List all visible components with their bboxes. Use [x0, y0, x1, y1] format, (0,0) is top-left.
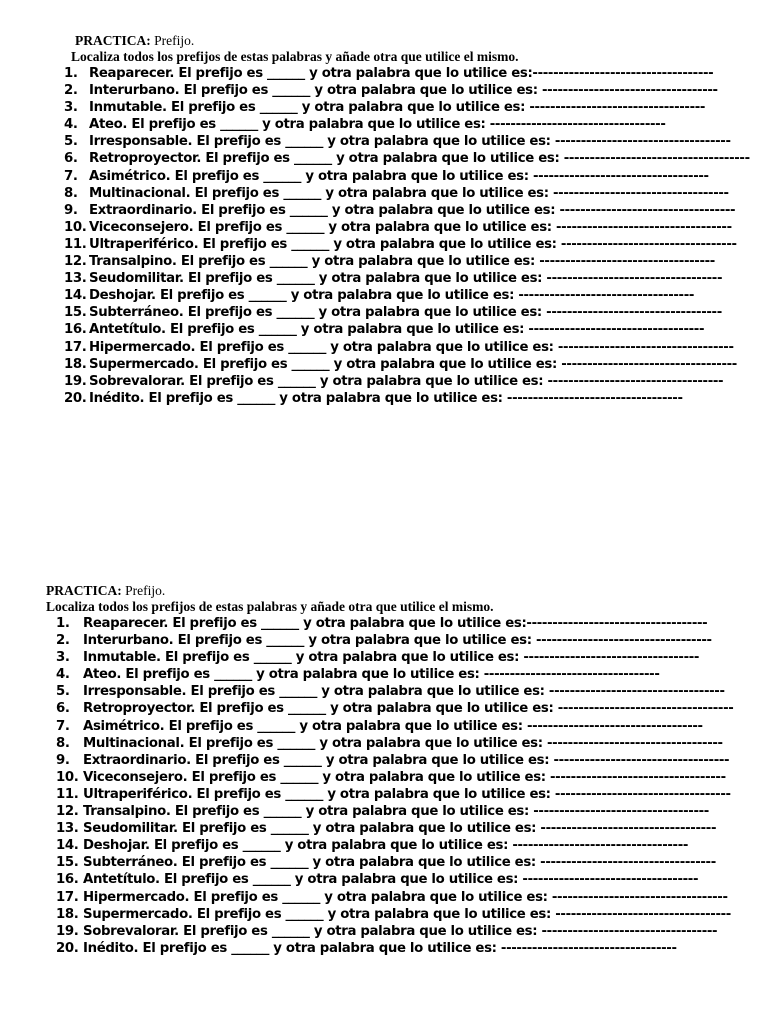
item-word: Retroproyector. — [83, 701, 196, 717]
exercise-item — [0, 150, 768, 167]
item-prompt: El prefijo es ______ y otra palabra que lo utilice es: ---------------------------------- — [190, 752, 730, 768]
item-prompt: El prefijo es ______ y otra palabra que lo utilice es: ---------------------------------- — [183, 305, 722, 321]
item-word: Interurbano. — [89, 83, 180, 99]
item-number: 15. — [64, 305, 87, 321]
exercise-item — [0, 632, 768, 649]
item-number: 18. — [64, 356, 87, 372]
exercise-item — [0, 270, 768, 287]
item-number: 14. — [56, 838, 79, 854]
item-word: Hipermercado. — [89, 339, 196, 355]
exercise-item — [0, 168, 768, 185]
item-number: 17. — [56, 889, 79, 905]
exercise-item — [0, 356, 768, 373]
item-number: 20. — [64, 390, 87, 406]
item-number: 6. — [64, 151, 78, 167]
exercise-item — [0, 854, 768, 871]
item-word: Transalpino. — [89, 254, 177, 270]
exercise-item — [0, 304, 768, 321]
item-word: Hipermercado. — [83, 889, 190, 905]
item-prompt: El prefijo es ______ y otra palabra que lo utilice es: ---------------------------------- — [192, 786, 731, 802]
exercise-item — [0, 390, 768, 407]
item-prompt: El prefijo es ______ y otra palabra que lo utilice es: ---------------------------------- — [195, 339, 734, 355]
exercise-item — [0, 116, 768, 133]
exercise-item — [0, 683, 768, 700]
item-number: 12. — [64, 254, 87, 270]
item-word: Deshojar. — [83, 838, 150, 854]
item-prompt: El prefijo es ______ y otra palabra que lo utilice es: ---------------------------------- — [184, 373, 724, 389]
item-number: 19. — [56, 923, 79, 939]
exercise-item — [0, 786, 768, 803]
item-word: Asimétrico. — [89, 168, 171, 184]
item-word: Viceconsejero. — [83, 769, 188, 785]
title-label: PRACTICA: — [46, 583, 122, 598]
exercise-item — [0, 339, 768, 356]
exercise-item — [0, 820, 768, 837]
exercise-item — [0, 923, 768, 940]
item-number: 9. — [56, 752, 70, 768]
item-prompt: El prefijo es ______ y otra palabra que lo utilice es: ---------------------------------- — [183, 271, 723, 287]
item-number: 20. — [56, 940, 79, 956]
item-prompt: El prefijo es ______ y otra palabra que lo utilice es: ---------------------------------- — [184, 735, 723, 751]
item-word: Ateo. — [83, 667, 122, 683]
exercise-item — [0, 803, 768, 820]
exercise-item — [0, 82, 768, 99]
exercise-item — [0, 236, 768, 253]
worksheet-title — [46, 583, 768, 599]
item-word: Inédito. — [89, 390, 145, 406]
item-prompt: El prefijo es ______ y otra palabra que lo utilice es: ------------------------------------ — [201, 151, 750, 167]
item-number: 12. — [56, 804, 79, 820]
exercise-item — [0, 649, 768, 666]
item-prompt: El prefijo es ______ y otra palabra que lo utilice es: ---------------------------------- — [144, 390, 683, 406]
exercise-item — [0, 940, 768, 957]
exercise-item — [0, 700, 768, 717]
item-number: 13. — [64, 271, 87, 287]
item-number: 3. — [56, 650, 70, 666]
item-prompt: El prefijo es ______ y otra palabra que lo utilice es: ---------------------------------- — [192, 906, 731, 922]
item-prompt: El prefijo es ______ y otra palabra que lo utilice es: ---------------------------------- — [170, 168, 709, 184]
item-word: Antetítulo. — [89, 322, 166, 338]
item-word: Supermercado. — [83, 906, 193, 922]
exercise-item — [0, 837, 768, 854]
exercise-item — [0, 99, 768, 116]
exercise-item — [0, 666, 768, 683]
item-word: Sobrevalorar. — [83, 923, 179, 939]
item-word: Ultraperiférico. — [83, 786, 193, 802]
item-word: Irresponsable. — [89, 134, 193, 150]
item-prompt: El prefijo es ______ y otra palabra que lo utilice es: ---------------------------------- — [189, 889, 728, 905]
item-word: Multinacional. — [89, 185, 191, 201]
exercise-item — [0, 718, 768, 735]
item-prompt: El prefijo es ______ y otra palabra que lo utilice es:----------------------------------- — [168, 616, 708, 631]
item-word: Supermercado. — [89, 356, 199, 372]
item-word: Interurbano. — [83, 633, 174, 649]
item-word: Ultraperiférico. — [89, 236, 199, 252]
item-word: Subterráneo. — [83, 855, 178, 871]
item-prompt: El prefijo es ______ y otra palabra que lo utilice es: ---------------------------------- — [179, 83, 718, 99]
item-number: 11. — [56, 786, 79, 802]
item-number: 1. — [64, 66, 78, 81]
item-number: 11. — [64, 236, 87, 252]
instructions: Localiza todos los prefijos de estas palabras y añade otra que utilice el mismo. — [71, 49, 519, 64]
item-word: Inédito. — [83, 940, 139, 956]
item-number: 4. — [64, 117, 78, 133]
exercise-item — [0, 219, 768, 236]
item-number: 8. — [64, 185, 78, 201]
item-prompt: El prefijo es ______ y otra palabra que lo utilice es: ---------------------------------- — [198, 356, 737, 372]
item-word: Subterráneo. — [89, 305, 184, 321]
item-prompt: El prefijo es ______ y otra palabra que lo utilice es:----------------------------------- — [174, 66, 714, 81]
exercise-item — [0, 906, 768, 923]
item-word: Extraordinario. — [83, 752, 191, 768]
item-prompt: El prefijo es ______ y otra palabra que lo utilice es: ---------------------------------- — [177, 855, 716, 871]
item-number: 5. — [56, 684, 70, 700]
item-prompt: El prefijo es ______ y otra palabra que lo utilice es: ---------------------------------- — [159, 872, 699, 888]
item-prompt: El prefijo es ______ y otra palabra que lo utilice es: ---------------------------------- — [149, 838, 689, 854]
exercise-item — [0, 253, 768, 270]
item-word: Inmutable. — [83, 650, 161, 666]
item-prompt: El prefijo es ______ y otra palabra que lo utilice es: ---------------------------------- — [192, 134, 731, 150]
exercise-item — [0, 769, 768, 786]
item-word: Antetítulo. — [83, 872, 160, 888]
item-prompt: El prefijo es ______ y otra palabra que lo utilice es: ---------------------------------- — [187, 769, 726, 785]
item-word: Deshojar. — [89, 288, 156, 304]
title-label: PRACTICA: — [75, 33, 151, 48]
exercise-item — [0, 889, 768, 906]
item-prompt: El prefijo es ______ y otra palabra que lo utilice es: ---------------------------------- — [164, 718, 703, 734]
item-number: 15. — [56, 855, 79, 871]
item-number: 18. — [56, 906, 79, 922]
item-prompt: El prefijo es ______ y otra palabra que lo utilice es: ---------------------------------- — [165, 322, 705, 338]
item-prompt: El prefijo es ______ y otra palabra que lo utilice es: ---------------------------------- — [190, 185, 729, 201]
item-number: 10. — [56, 769, 79, 785]
item-number: 14. — [64, 288, 87, 304]
item-word: Asimétrico. — [83, 718, 165, 734]
item-word: Sobrevalorar. — [89, 373, 185, 389]
item-word: Inmutable. — [89, 100, 167, 116]
title-topic: Prefijo. — [150, 33, 195, 48]
worksheet-top — [0, 33, 768, 407]
exercise-item — [0, 615, 768, 632]
item-word: Seudomilitar. — [89, 271, 184, 287]
item-prompt: El prefijo es ______ y otra palabra que lo utilice es: ---------------------------------- — [178, 923, 718, 939]
item-number: 1. — [56, 616, 70, 631]
worksheet-bottom — [0, 583, 768, 957]
exercise-item — [0, 65, 768, 82]
item-number: 13. — [56, 821, 79, 837]
exercise-list — [0, 615, 768, 957]
item-prompt: El prefijo es ______ y otra palabra que lo utilice es: ---------------------------------- — [193, 219, 732, 235]
item-number: 8. — [56, 735, 70, 751]
item-number: 10. — [64, 219, 87, 235]
item-prompt: El prefijo es ______ y otra palabra que lo utilice es: ---------------------------------- — [160, 650, 700, 666]
item-word: Viceconsejero. — [89, 219, 194, 235]
item-number: 9. — [64, 202, 78, 218]
item-number: 17. — [64, 339, 87, 355]
item-number: 4. — [56, 667, 70, 683]
item-prompt: El prefijo es ______ y otra palabra que lo utilice es: ---------------------------------- — [121, 667, 660, 683]
exercise-item — [0, 752, 768, 769]
item-word: Extraordinario. — [89, 202, 197, 218]
item-word: Reaparecer. — [89, 66, 175, 81]
item-number: 2. — [56, 633, 70, 649]
item-word: Multinacional. — [83, 735, 185, 751]
item-word: Seudomilitar. — [83, 821, 178, 837]
exercise-item — [0, 321, 768, 338]
worksheet-title — [75, 33, 768, 49]
item-number: 16. — [56, 872, 79, 888]
title-topic: Prefijo. — [121, 583, 166, 598]
item-number: 7. — [56, 718, 70, 734]
item-word: Ateo. — [89, 117, 128, 133]
item-prompt: El prefijo es ______ y otra palabra que lo utilice es: ---------------------------------- — [196, 202, 736, 218]
item-prompt: El prefijo es ______ y otra palabra que lo utilice es: ---------------------------------- — [170, 804, 709, 820]
item-word: Irresponsable. — [83, 684, 187, 700]
exercise-item — [0, 133, 768, 150]
exercise-item — [0, 185, 768, 202]
item-prompt: El prefijo es ______ y otra palabra que lo utilice es: ---------------------------------- — [177, 821, 717, 837]
item-prompt: El prefijo es ______ y otra palabra que lo utilice es: ---------------------------------- — [166, 100, 706, 116]
item-word: Reaparecer. — [83, 616, 169, 631]
item-prompt: El prefijo es ______ y otra palabra que lo utilice es: ---------------------------------- — [186, 684, 725, 700]
instructions: Localiza todos los prefijos de estas palabras y añade otra que utilice el mismo. — [46, 599, 494, 614]
item-prompt: El prefijo es ______ y otra palabra que lo utilice es: ---------------------------------- — [173, 633, 712, 649]
item-number: 19. — [64, 373, 87, 389]
item-number: 6. — [56, 701, 70, 717]
item-prompt: El prefijo es ______ y otra palabra que lo utilice es: ---------------------------------- — [176, 254, 715, 270]
exercise-list — [0, 65, 768, 407]
item-prompt: El prefijo es ______ y otra palabra que lo utilice es: ---------------------------------- — [138, 940, 677, 956]
item-prompt: El prefijo es ______ y otra palabra que lo utilice es: ---------------------------------- — [195, 701, 734, 717]
item-number: 3. — [64, 100, 78, 116]
exercise-item — [0, 735, 768, 752]
item-number: 2. — [64, 83, 78, 99]
exercise-item — [0, 287, 768, 304]
item-number: 16. — [64, 322, 87, 338]
exercise-item — [0, 871, 768, 888]
item-word: Retroproyector. — [89, 151, 202, 167]
item-prompt: El prefijo es ______ y otra palabra que lo utilice es: ---------------------------------- — [127, 117, 666, 133]
item-number: 5. — [64, 134, 78, 150]
item-number: 7. — [64, 168, 78, 184]
item-prompt: El prefijo es ______ y otra palabra que lo utilice es: ---------------------------------- — [198, 236, 737, 252]
item-prompt: El prefijo es ______ y otra palabra que lo utilice es: ---------------------------------- — [155, 288, 695, 304]
item-word: Transalpino. — [83, 804, 171, 820]
exercise-item — [0, 202, 768, 219]
exercise-item — [0, 373, 768, 390]
